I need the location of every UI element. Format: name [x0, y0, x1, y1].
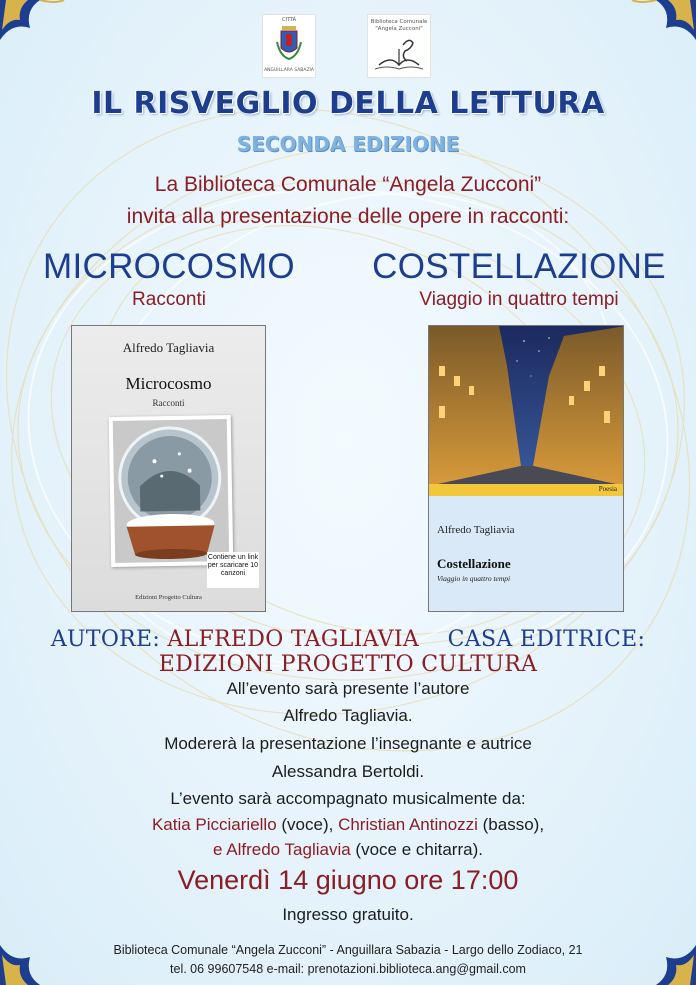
invite-line-1: La Biblioteca Comunale “Angela Zucconi”: [154, 173, 542, 196]
publisher-name: EDIZIONI PROGETTO CULTURA: [158, 652, 538, 677]
coat-of-arms-icon: [274, 24, 304, 62]
details-line-1: All’evento sarà presente l’autore: [226, 679, 470, 698]
city-coat-of-arms-logo: [262, 14, 316, 78]
library-logo: [367, 14, 431, 78]
invite-line-2: invita alla presentazione delle opere in racconti:: [126, 205, 570, 228]
book-subtitle-microcosmo: Racconti: [132, 289, 206, 310]
poetry-series-band: [429, 484, 624, 496]
musician-role: (voce e chitarra).: [350, 840, 483, 859]
book-subtitle-costellazione: Viaggio in quattro tempi: [419, 289, 619, 310]
cover-subtitle: Viaggio in quattro tempi: [437, 574, 511, 583]
snow-globe-photo: [109, 415, 234, 567]
edition-subtitle: SECONDA EDIZIONE: [236, 132, 460, 156]
corner-ornament-icon: [0, 0, 70, 45]
details-line-3: Modererà la presentazione l’insegnante e autrice: [164, 734, 532, 753]
snow-globe-icon: [109, 415, 234, 567]
event-date-time: Venerdì 14 giugno ore 17:00: [177, 865, 519, 895]
publisher-label: CASA EDITRICE:: [447, 627, 646, 652]
cover-publisher: Edizioni Progetto Cultura: [135, 594, 202, 601]
book-swan-icon: [373, 35, 425, 73]
cover-lower-panel: [429, 496, 624, 612]
musician-name: Katia Picciariello: [151, 815, 277, 834]
cover-subtitle: Racconti: [152, 398, 185, 408]
book-title-microcosmo: MICROCOSMO: [43, 247, 295, 286]
details-line-5: L’evento sarà accompagnato musicalmente da:: [170, 789, 526, 808]
musicians-line-2: [0, 840, 696, 860]
night-street-photo: [429, 326, 624, 486]
credits-line: [0, 627, 696, 677]
author-name: ALFREDO TAGLIAVIA: [167, 627, 420, 652]
microcosmo-book-cover: [71, 325, 266, 612]
library-logo-line1: Biblioteca Comunale: [370, 19, 428, 25]
details-author-name: Alfredo Tagliavia.: [283, 706, 413, 725]
musicians-line-1: [0, 815, 696, 835]
library-logo-line2: "Angela Zucconi": [375, 26, 423, 32]
book-title-costellazione: COSTELLAZIONE: [372, 247, 666, 286]
footer-contacts: tel. 06 99607548 e-mail: prenotazioni.biblioteca.ang@gmail.com: [170, 962, 526, 976]
details-moderator-name: Alessandra Bertoldi.: [271, 762, 425, 781]
musician-name: Alfredo Tagliavia: [226, 840, 351, 859]
cover-author: Alfredo Tagliavia: [122, 340, 215, 355]
musician-name: Christian Antinozzi: [338, 815, 478, 834]
cover-title: Microcosmo: [125, 374, 212, 393]
author-label: AUTORE:: [50, 627, 161, 652]
corner-ornament-icon: [626, 0, 696, 45]
city-logo-name: ANGUILLARA SABAZIA: [264, 68, 314, 73]
costellazione-book-cover: [428, 325, 624, 612]
free-entry-notice: Ingresso gratuito.: [282, 905, 414, 924]
cover-author: Alfredo Tagliavia: [437, 524, 515, 536]
city-logo-label: CITTÀ: [281, 17, 297, 23]
event-series-title: IL RISVEGLIO DELLA LETTURA: [91, 86, 605, 121]
footer-address: Biblioteca Comunale “Angela Zucconi” - Anguillara Sabazia - Largo dello Zodiaco, 21: [113, 943, 583, 957]
cover-series-label: Poesia: [598, 485, 617, 493]
musician-prefix: e: [213, 840, 227, 859]
cover-title: Costellazione: [437, 556, 511, 571]
cover-note-badge: Contiene un link per scaricare 10 canzoni: [207, 552, 259, 588]
musician-role: (voce),: [276, 815, 339, 834]
musician-role: (basso),: [477, 815, 545, 834]
